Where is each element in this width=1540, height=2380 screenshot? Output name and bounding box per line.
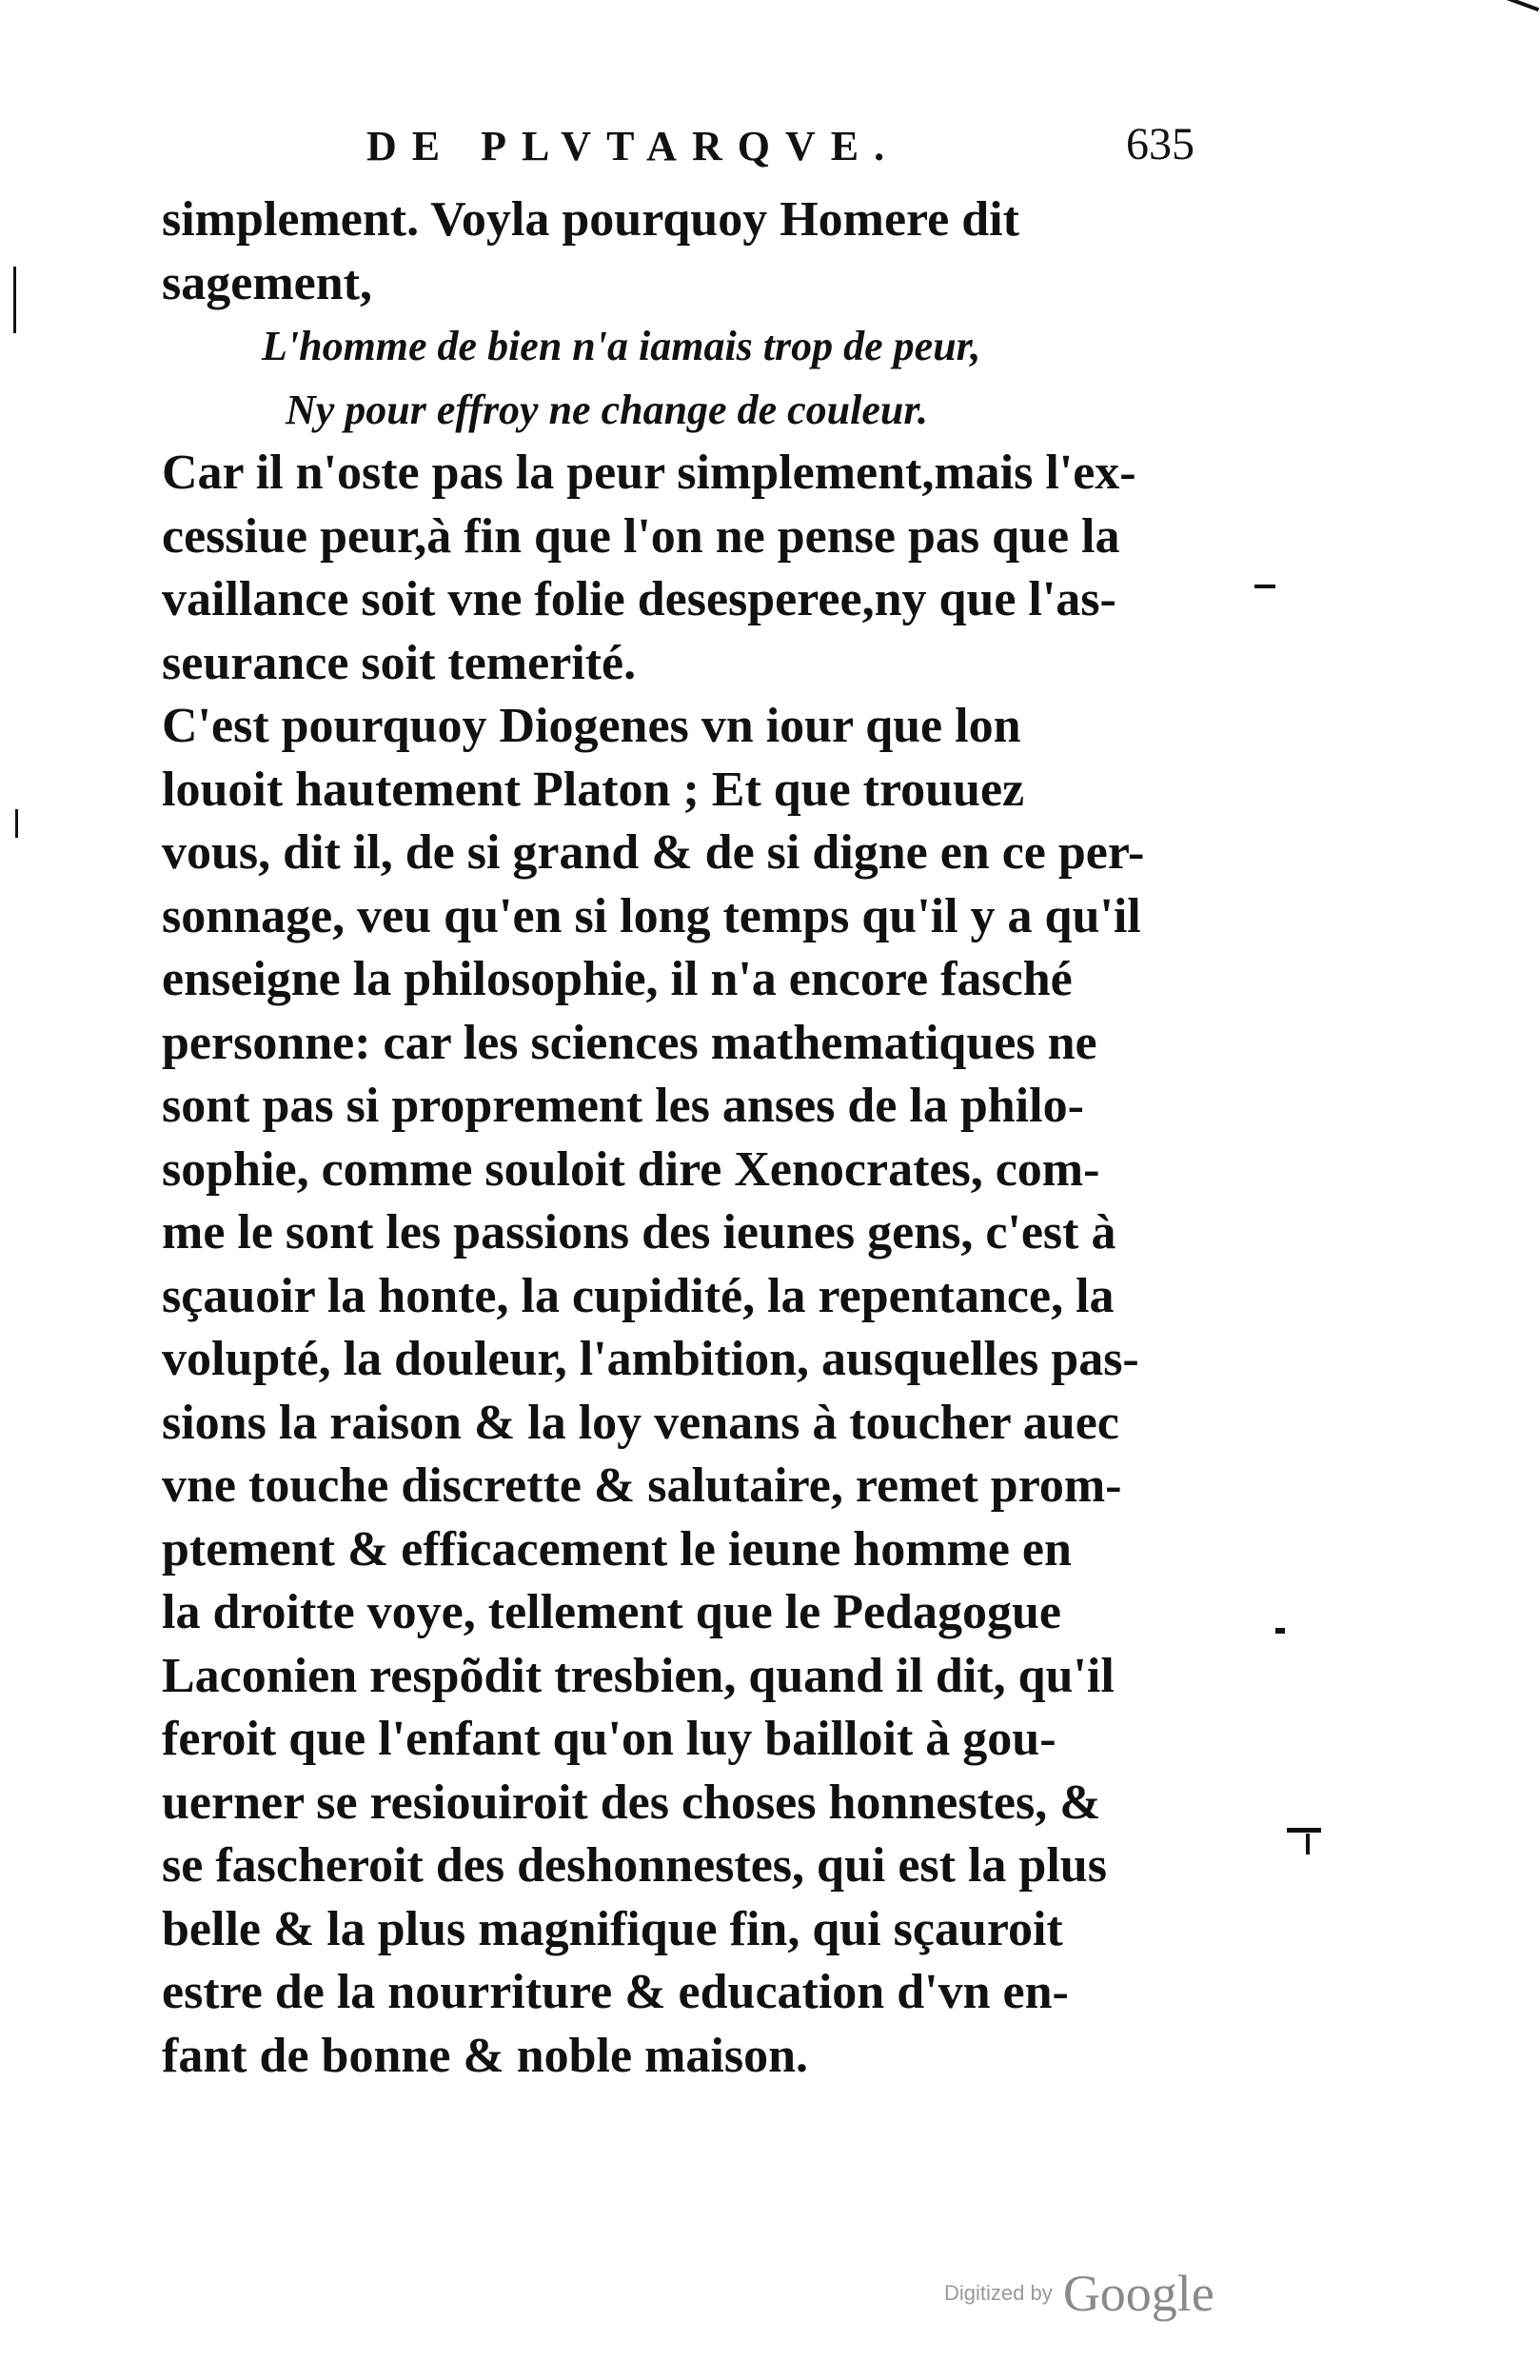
text-line: sagement,: [162, 255, 372, 310]
text-line: vne touche discrette & salutaire, remet prom-: [162, 1458, 1122, 1513]
google-logo: Google: [1062, 2265, 1214, 2322]
text-line: me le sont les passions des ieunes gens, c'est à: [162, 1205, 1116, 1259]
text-line: se fascheroit des deshonnestes, qui est la plus: [162, 1838, 1107, 1893]
text-line: belle & la plus magnifique fin, qui sçauroit: [162, 1901, 1063, 1956]
text-line: seurance soit temerité.: [162, 635, 637, 690]
text-line: sçauoir la honte, la cupidité, la repentance, la: [162, 1268, 1115, 1323]
text-line: sophie, comme souloit dire Xenocrates, com-: [162, 1141, 1100, 1197]
text-line: volupté, la douleur, l'ambition, ausquelles pas-: [162, 1332, 1139, 1386]
text-line: ptement & efficacement le ieune homme en: [162, 1521, 1072, 1577]
digitization-credit: [944, 2264, 1214, 2330]
margin-mark: [1275, 1628, 1285, 1634]
verse-line: Ny pour effroy ne change de couleur.: [286, 386, 929, 433]
text-line: Car il n'oste pas la peur simplement,mais l'ex-: [162, 446, 1136, 500]
margin-mark: [1495, 0, 1539, 11]
text-line: vaillance soit vne folie desesperee,ny que l'as-: [162, 572, 1116, 626]
text-line: Laconien respõdit tresbien, quand il dit, qu'il: [162, 1648, 1115, 1703]
text-line: estre de la nourriture & education d'vn en-: [162, 1965, 1069, 2019]
text-line: feroit que l'enfant qu'on luy bailloit à gou-: [162, 1712, 1056, 1766]
digitized-label: Digitized by: [944, 2281, 1053, 2305]
text-line: simplement. Voyla pourquoy Homere dit: [162, 192, 1019, 247]
text-line: la droitte voye, tellement que le Pedagogue: [162, 1585, 1061, 1639]
text-line: uerner se resiouiroit des choses honnestes, &: [162, 1775, 1101, 1830]
margin-mark: [15, 809, 18, 838]
page-number: 635: [1126, 119, 1194, 169]
text-line: vous, dit il, de si grand & de si digne en ce per-: [162, 825, 1145, 880]
margin-mark: [13, 267, 16, 333]
text-line: fant de bonne & noble maison.: [162, 2028, 808, 2083]
verse-line: L'homme de bien n'a iamais trop de peur,: [262, 323, 981, 369]
text-line: sont pas si proprement les anses de la philo-: [162, 1079, 1084, 1133]
body-text: [162, 188, 1209, 2088]
text-line: cessiue peur,à fin que l'on ne pense pas que la: [162, 508, 1120, 564]
running-title: DE PLVTARQVE.: [366, 123, 900, 169]
text-line: personne: car les sciences mathematiques ne: [162, 1015, 1097, 1070]
text-line: louoit hautement Platon ; Et que trouuez: [162, 762, 1025, 817]
text-line: enseigne la philosophie, il n'a encore fasché: [162, 952, 1073, 1006]
text-line: sions la raison & la loy venans à toucher auec: [162, 1395, 1119, 1450]
margin-mark: [1306, 1834, 1310, 1854]
margin-mark: [1287, 1828, 1321, 1833]
margin-mark: [1254, 585, 1275, 588]
text-line: C'est pourquoy Diogenes vn iour que lon: [162, 699, 1021, 753]
running-head: [167, 119, 1194, 179]
text-line: sonnage, veu qu'en si long temps qu'il y a qu'il: [162, 888, 1141, 943]
